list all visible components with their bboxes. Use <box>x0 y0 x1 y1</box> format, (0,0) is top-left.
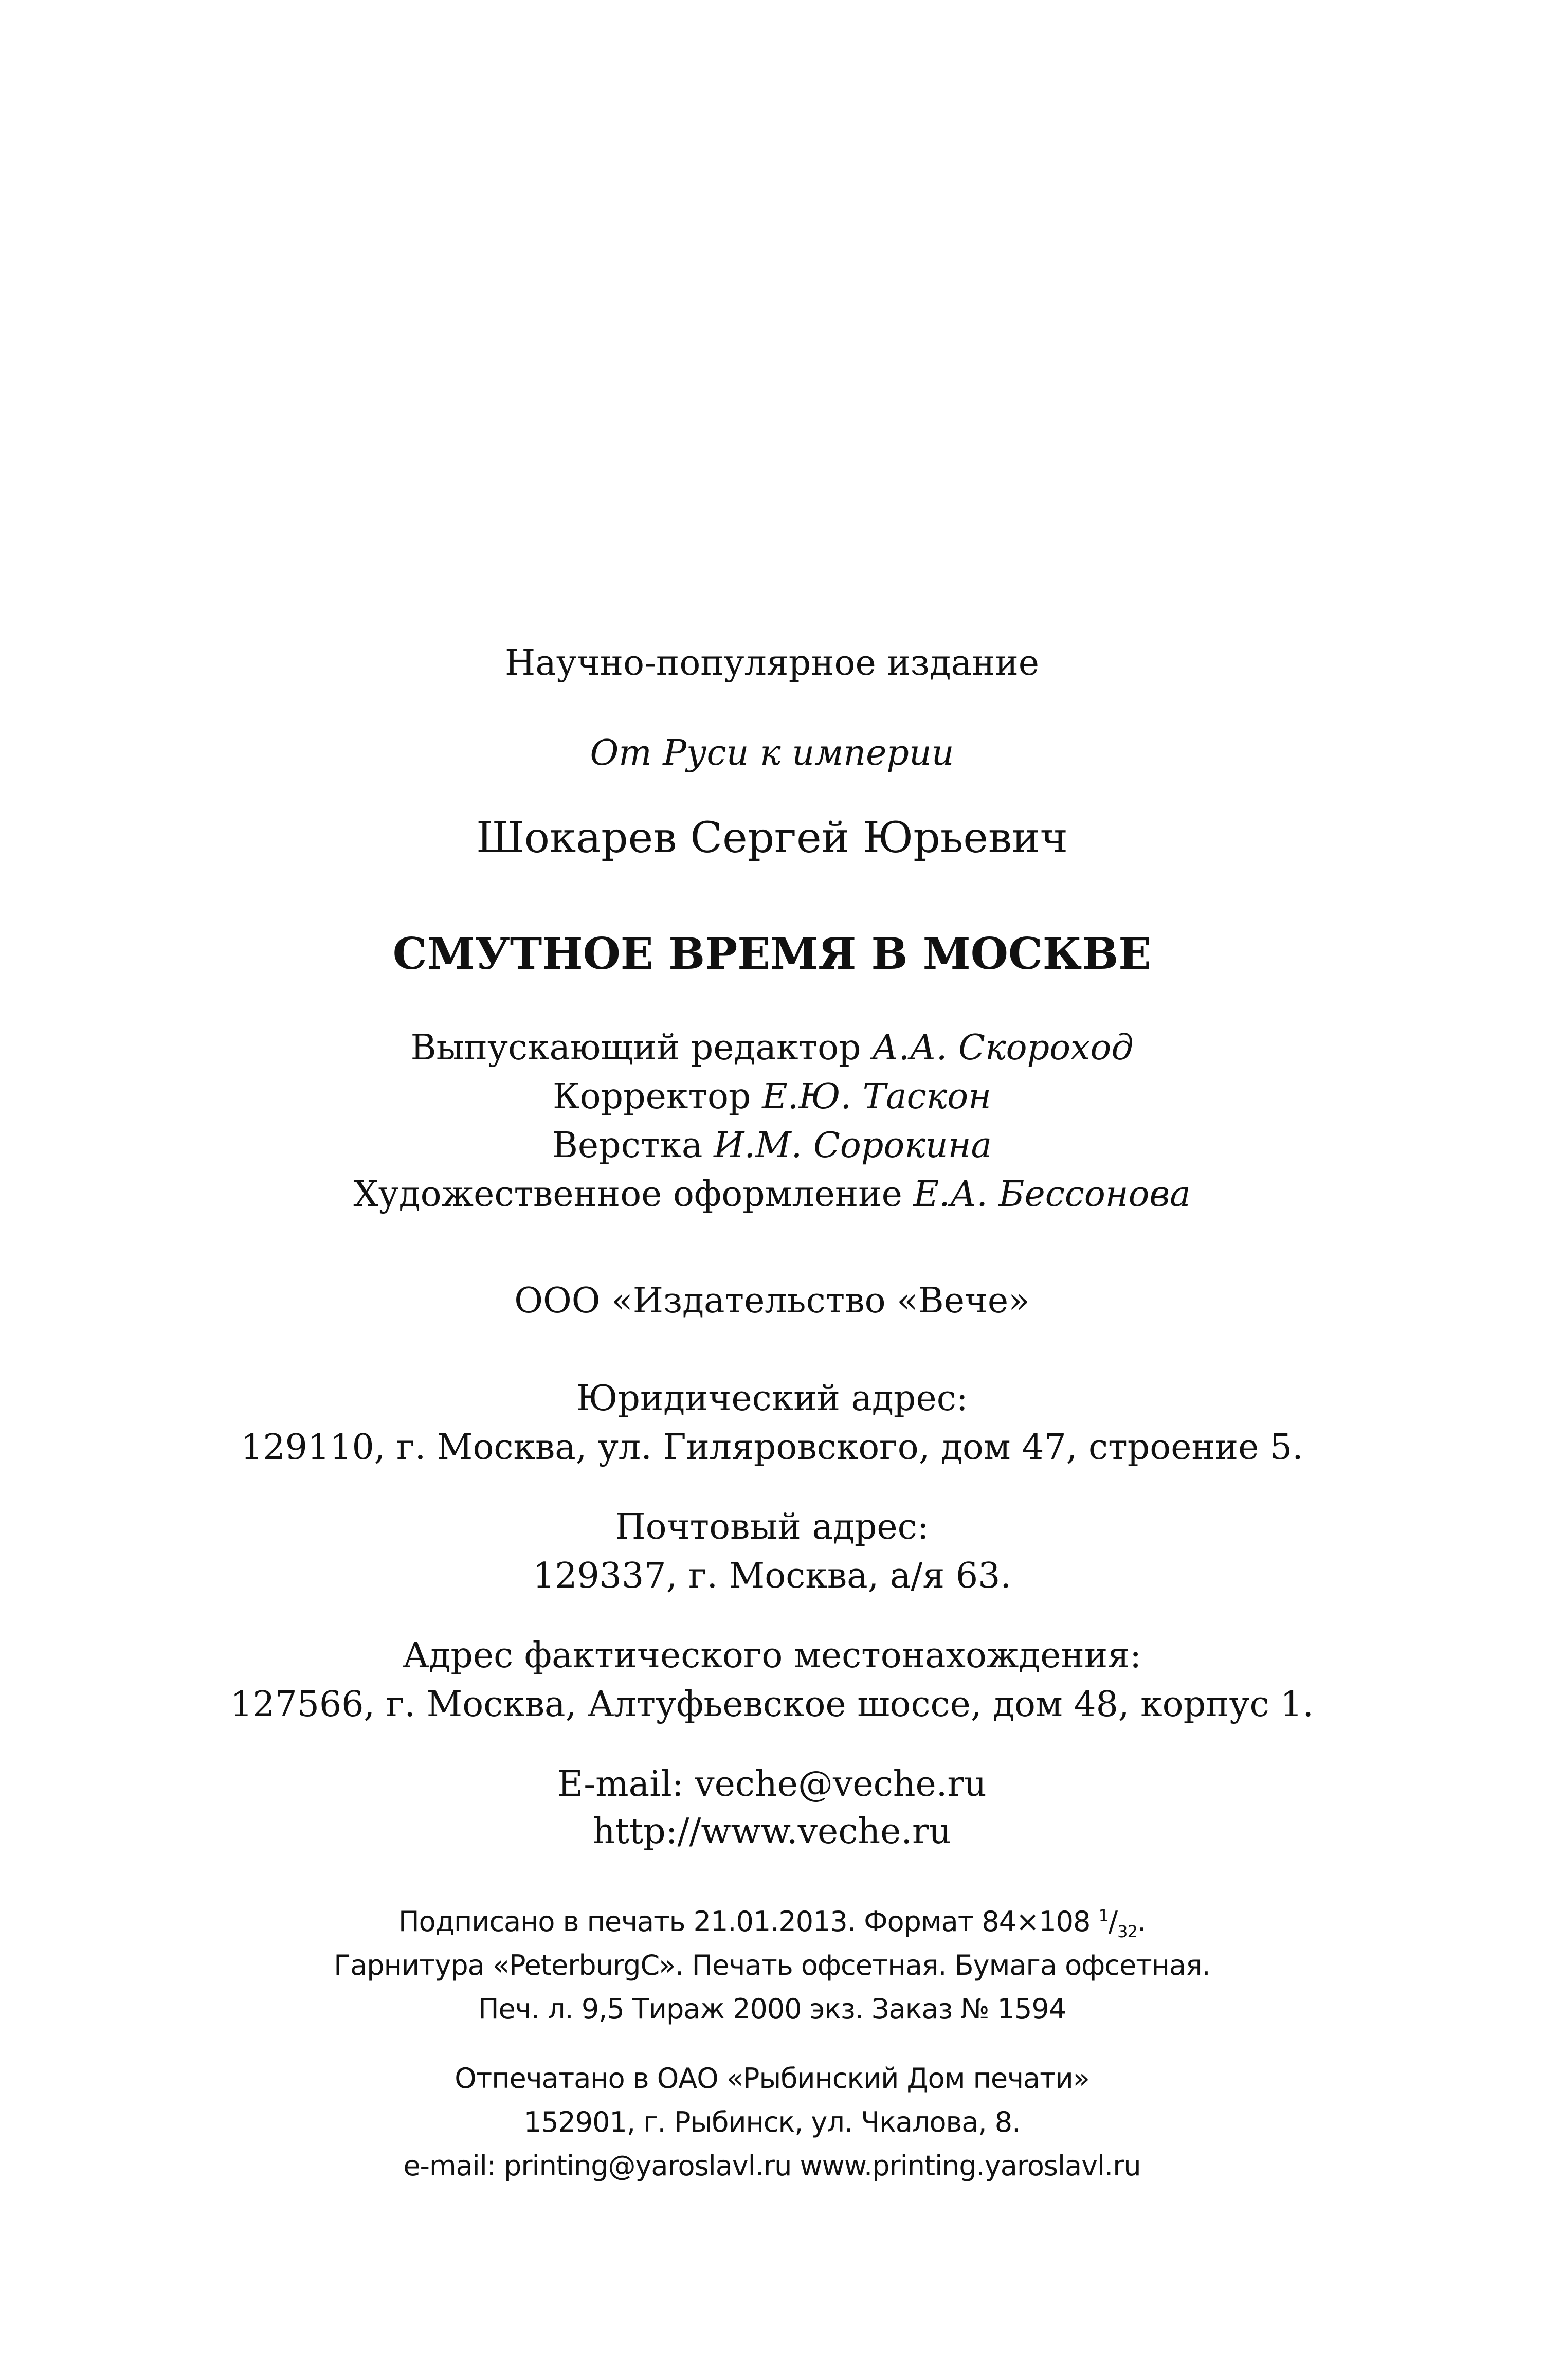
credit-editor <box>0 1027 1544 1068</box>
printer-line-3: e-mail: printing@yaroslavl.ru www.printing.yaroslavl.ru <box>403 2150 1141 2182</box>
series-title: От Руси к империи <box>590 733 954 773</box>
credit-person: А.А. Скороход <box>872 1027 1134 1068</box>
book-title: СМУТНОЕ ВРЕМЯ В МОСКВЕ <box>392 928 1152 979</box>
print-info-text: Подписано в печать 21.01.2013. Формат 84×108 <box>398 1905 1091 1938</box>
print-info-line-1: Подписано в печать 21.01.2013. Формат 84×108 $^1/_{32}$. <box>398 1905 1146 1941</box>
website-line: http://www.veche.ru <box>592 1811 952 1852</box>
publisher-name: ООО «Издательство «Вече» <box>514 1281 1030 1321</box>
email-line: E-mail: veche@veche.ru <box>557 1764 987 1805</box>
credit-role: Верстка <box>552 1125 703 1166</box>
credit-role: Корректор <box>552 1076 751 1117</box>
printer-line-1: Отпечатано в ОАО «Рыбинский Дом печати» <box>455 2062 1089 2095</box>
credit-person: Е.Ю. Таскон <box>762 1076 992 1117</box>
edition-type: Научно-популярное издание <box>504 643 1040 683</box>
credit-design <box>0 1174 1544 1215</box>
legal-address: 129110, г. Москва, ул. Гиляровского, дом 47, строение 5. <box>241 1427 1303 1468</box>
credit-role: Художественное оформление <box>353 1174 902 1215</box>
credit-role: Выпускающий редактор <box>410 1027 861 1068</box>
credit-person: И.М. Сорокина <box>714 1125 992 1166</box>
postal-address: 129337, г. Москва, а/я 63. <box>533 1556 1011 1596</box>
printer-line-2: 152901, г. Рыбинск, ул. Чкалова, 8. <box>523 2106 1021 2138</box>
author-name: Шокарев Сергей Юрьевич <box>476 814 1068 862</box>
credit-person: Е.А. Бессонова <box>913 1174 1191 1215</box>
credit-layout <box>0 1125 1544 1166</box>
print-info-end: . <box>1137 1905 1146 1938</box>
postal-address-label: Почтовый адрес: <box>615 1507 929 1547</box>
credit-proofreader <box>0 1076 1544 1117</box>
print-info-line-2: Гарнитура «PeterburgC». Печать офсетная. Бумага офсетная. <box>334 1949 1210 1981</box>
actual-address: 127566, г. Москва, Алтуфьевское шоссе, дом 48, корпус 1. <box>230 1684 1314 1725</box>
actual-address-label: Адрес фактического местонахождения: <box>403 1635 1141 1676</box>
format-fraction-denominator: 32 <box>1117 1921 1137 1941</box>
format-fraction-numerator: 1 <box>1098 1906 1109 1925</box>
print-info-line-3: Печ. л. 9,5 Тираж 2000 экз. Заказ № 1594 <box>478 1993 1066 2025</box>
legal-address-label: Юридический адрес: <box>576 1378 968 1419</box>
